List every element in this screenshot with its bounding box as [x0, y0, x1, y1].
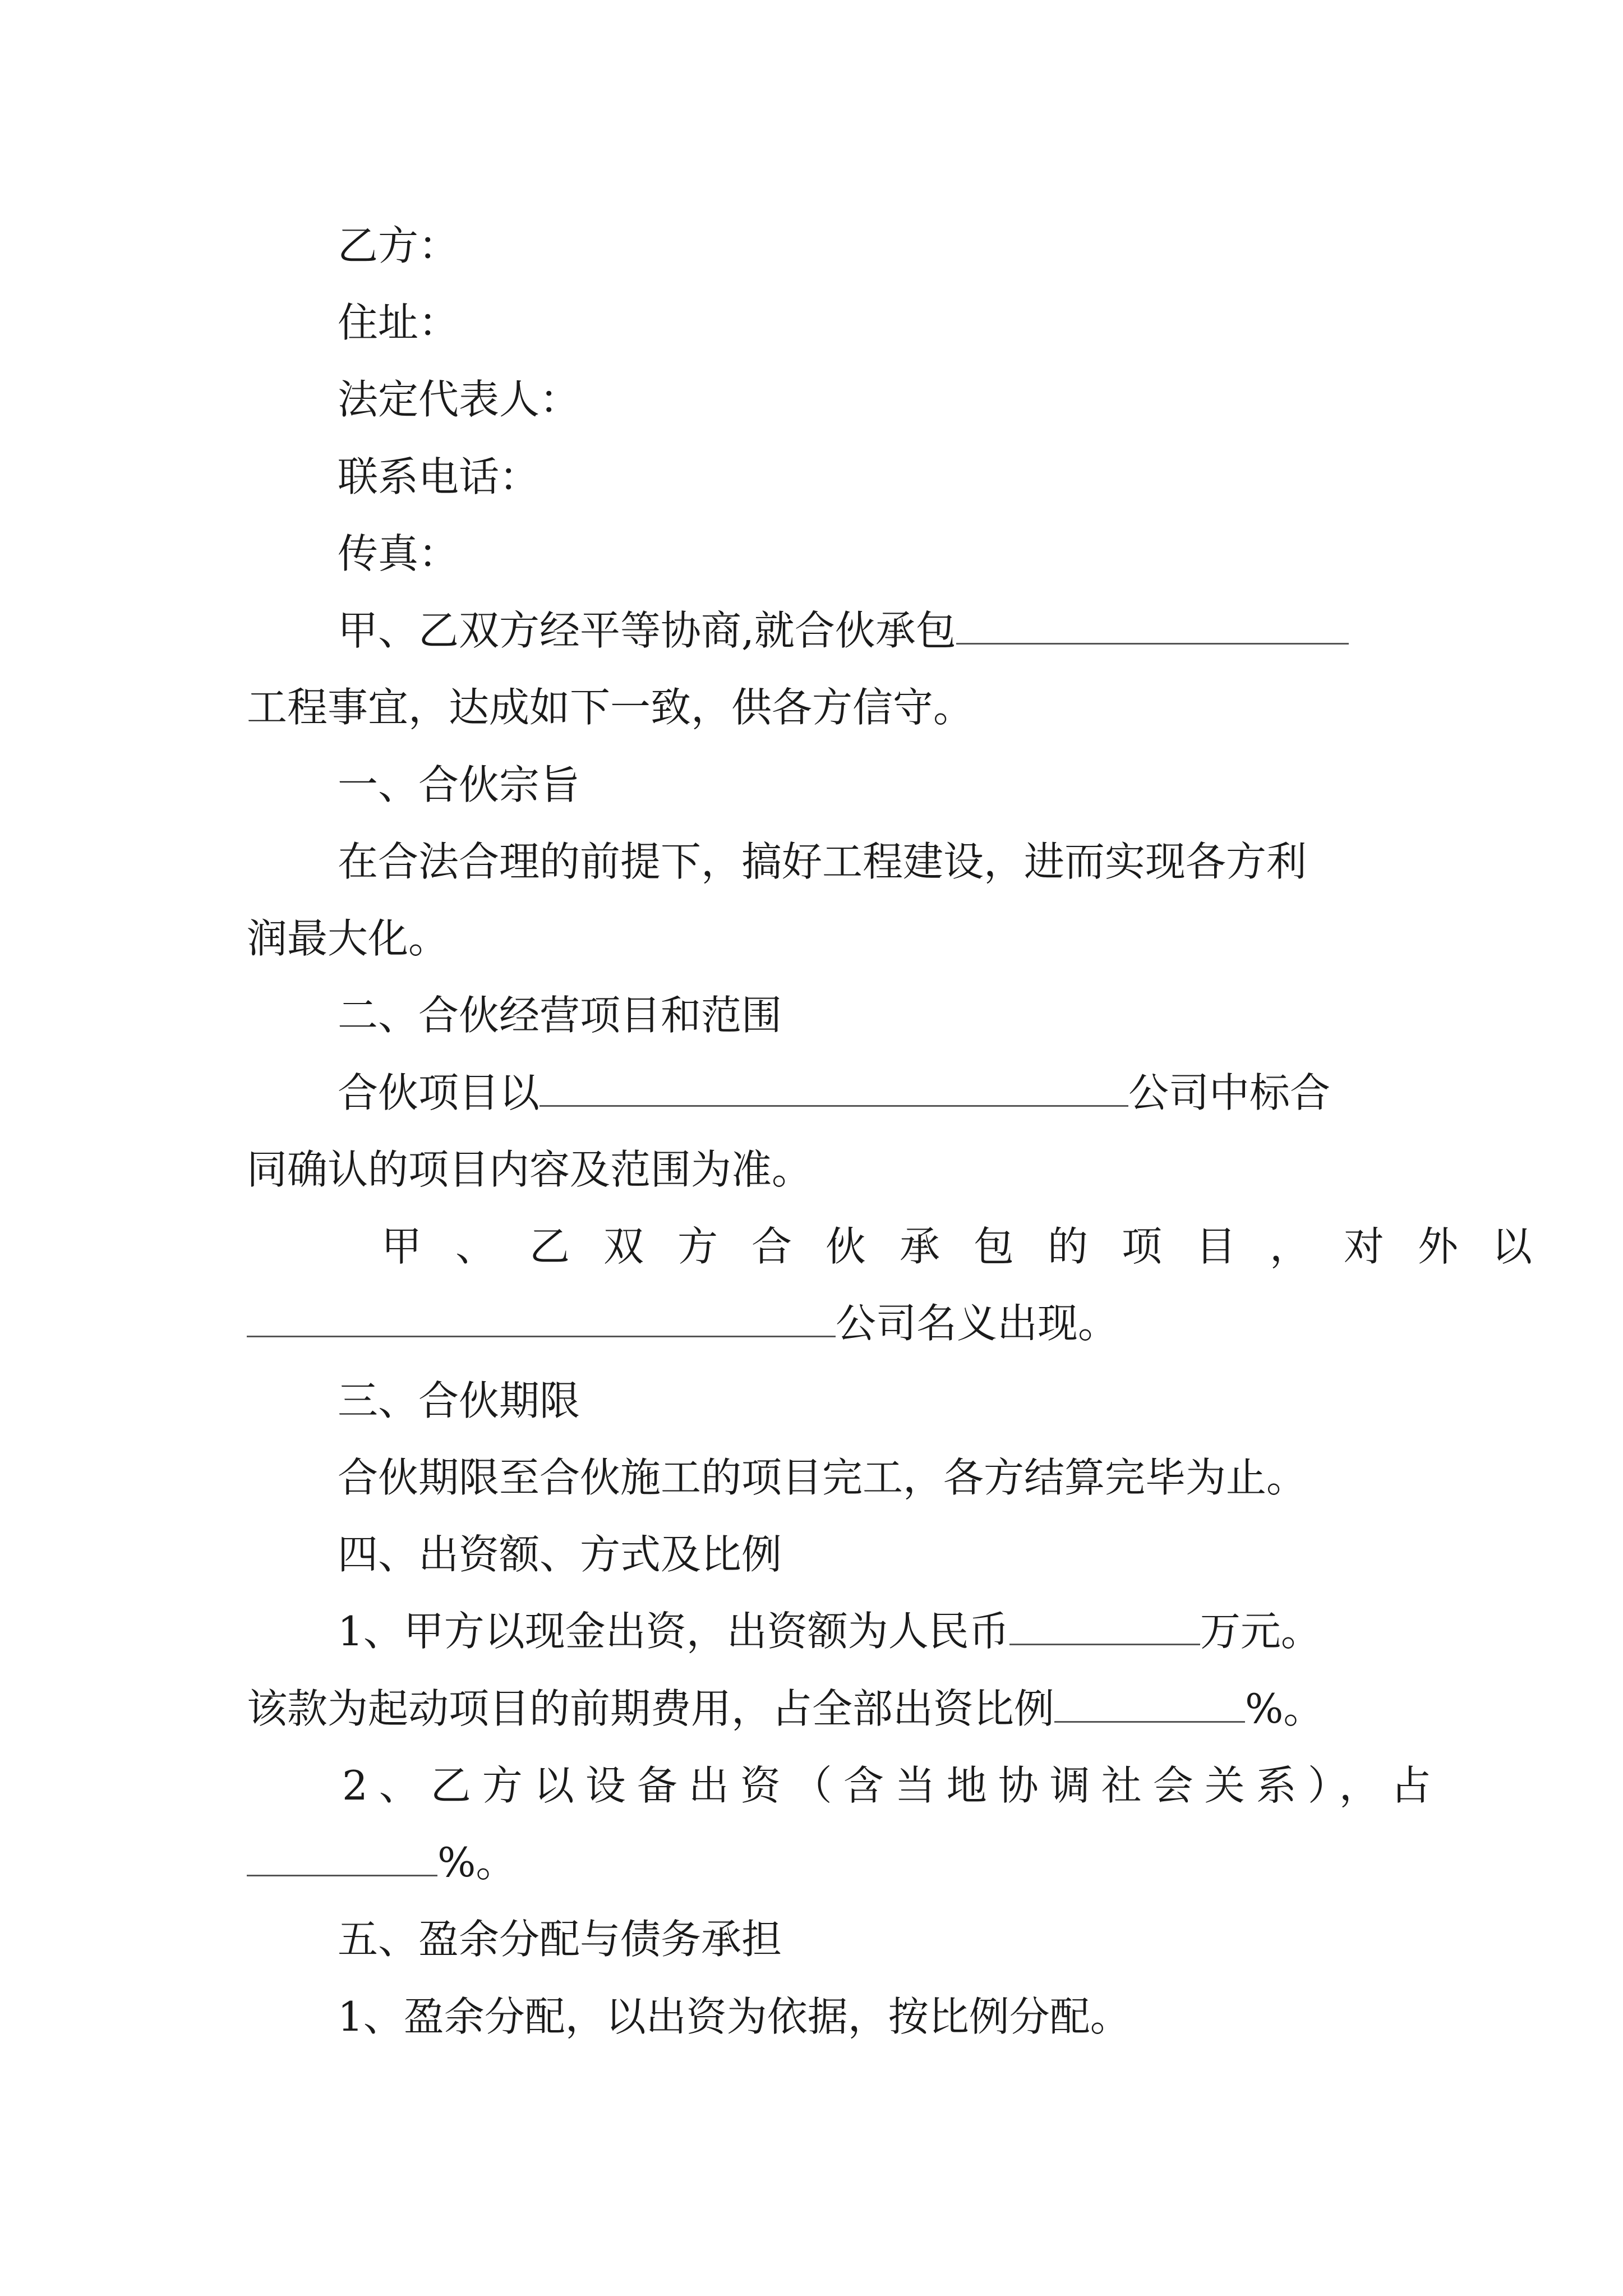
section-1-line-1: 在合法合理的前提下，搞好工程建设，进而实现各方利 — [338, 838, 1307, 885]
section-2-p2-text: 甲、乙双方合伙承包的项目，对外以 — [381, 1223, 1566, 1270]
section-2-para-2-line-2 — [247, 1295, 1413, 1351]
intro-text: 甲、乙双方经平等协商,就合伙承包 — [338, 607, 956, 654]
intro-line-2: 工程事宜，达成如下一致，供各方信守。 — [247, 684, 974, 731]
party-b-phone: 联系电话： — [338, 453, 540, 500]
equipment-ratio-blank — [247, 1834, 437, 1876]
section-2-p2-end: 公司名义出现。 — [836, 1300, 1119, 1347]
section-2-p1-end: 公司中标合 — [1128, 1069, 1331, 1116]
section-4-i1-start: 1、甲方以现金出资，出资额为人民币 — [338, 1608, 1009, 1655]
cash-ratio-blank — [1054, 1681, 1245, 1723]
intro-line-1 — [338, 602, 1413, 659]
section-4-item-1 — [338, 1603, 1413, 1659]
party-b-address: 住址： — [338, 299, 459, 346]
party-b-legal-rep: 法定代表人： — [338, 376, 580, 423]
company-name-blank — [540, 1065, 1128, 1107]
cash-amount-blank — [1009, 1603, 1200, 1645]
external-company-blank — [247, 1295, 836, 1337]
section-3-title: 三、合伙期限 — [338, 1377, 580, 1424]
section-4-item-2-line-1 — [342, 1757, 1442, 1814]
section-4-i1-line2-start: 该款为起动项目的前期费用，占全部出资比例 — [247, 1685, 1055, 1732]
party-b-fax: 传真： — [338, 530, 459, 577]
party-b-label: 乙方： — [338, 222, 459, 269]
section-4-i1-line2-end: %。 — [1245, 1685, 1324, 1732]
section-2-title: 二、合伙经营项目和范围 — [338, 992, 782, 1039]
section-5-title: 五、盈余分配与债务承担 — [338, 1916, 782, 1963]
section-4-i2-line2-end: %。 — [437, 1839, 517, 1886]
section-4-item-1-line-2 — [247, 1681, 1413, 1737]
section-1-line-2: 润最大化。 — [247, 915, 449, 962]
section-2-p1-start: 合伙项目以 — [338, 1069, 540, 1116]
section-1-title: 一、合伙宗旨 — [338, 761, 580, 808]
section-4-item-2-line-2 — [247, 1834, 1413, 1890]
section-4-title: 四、出资额、方式及比例 — [338, 1531, 782, 1578]
section-2-para-1 — [338, 1065, 1413, 1121]
section-2-para-2-line-1 — [381, 1218, 1566, 1274]
section-5-item-1: 1、盈余分配，以出资为依据，按比例分配。 — [338, 1993, 1131, 2040]
section-4-i2-text: 2、乙方以设备出资（含当地协调社会关系），占 — [342, 1762, 1442, 1809]
section-2-para-1-line-2: 同确认的项目内容及范围为准。 — [247, 1146, 813, 1193]
section-3-line-1: 合伙期限至合伙施工的项目完工，各方结算完毕为止。 — [338, 1454, 1307, 1501]
section-4-i1-end: 万元。 — [1200, 1608, 1321, 1655]
project-name-blank — [956, 602, 1349, 645]
